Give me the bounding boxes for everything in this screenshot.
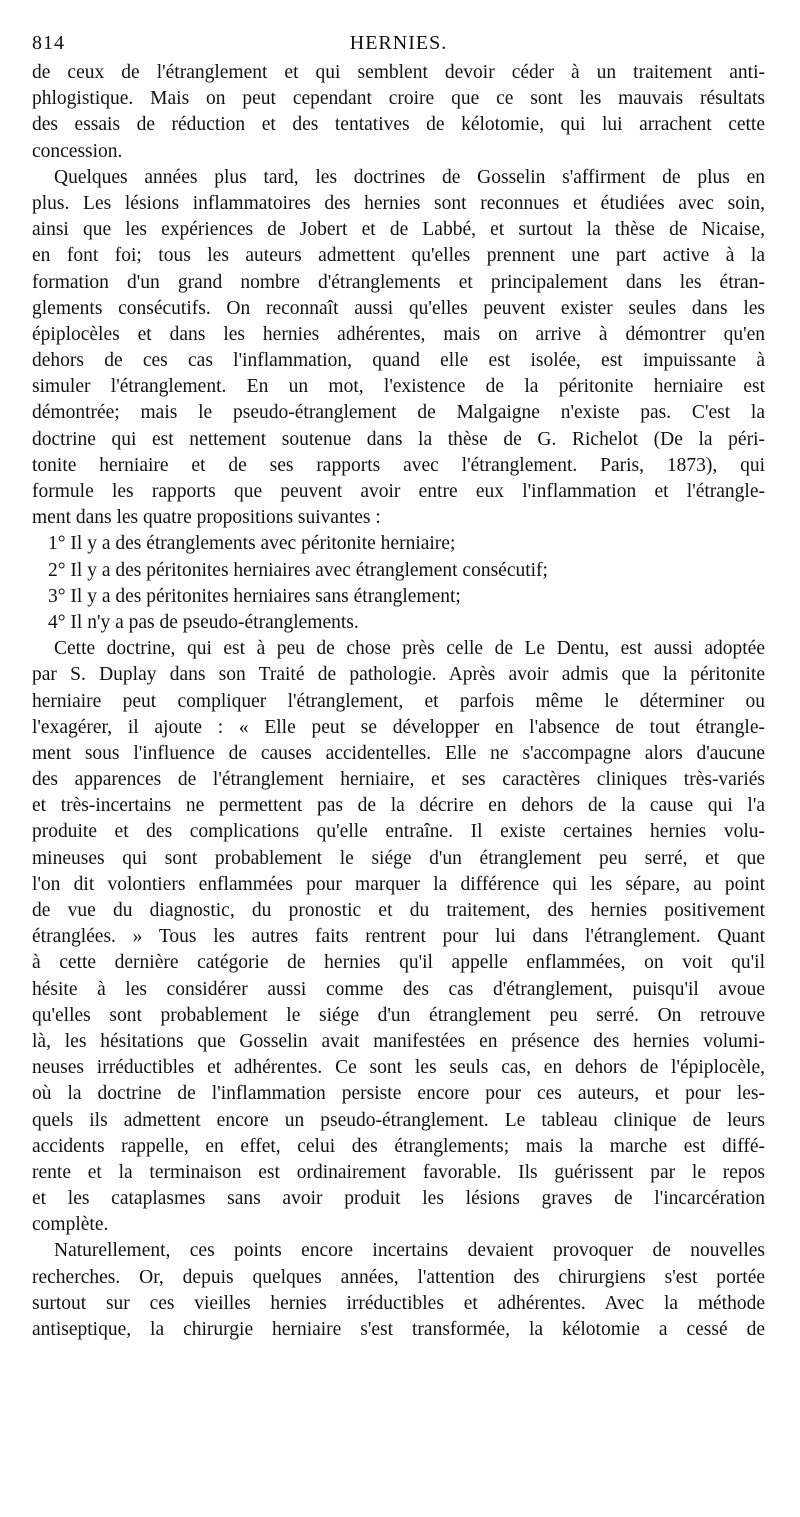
text-line: des apparences de l'étranglement herniaire, et ses caractères cliniques très-variés bbox=[32, 769, 765, 791]
text-line: à cette dernière catégorie de hernies qu'il appelle enflammées, on voit qu'il bbox=[32, 952, 765, 974]
text-line: doctrine qui est nettement soutenue dans la thèse de G. Richelot (De la péri- bbox=[32, 428, 765, 450]
text-line: neuses irréductibles et adhérentes. Ce sont les seuls cas, en dehors de l'épiplocèle, bbox=[32, 1057, 765, 1079]
running-head bbox=[32, 28, 765, 60]
text-line: par S. Duplay dans son Traité de pathologie. Après avoir admis que la péritonite bbox=[32, 664, 765, 686]
text-line: épiplocèles et dans les hernies adhérentes, mais on arrive à démontrer qu'en bbox=[32, 323, 765, 345]
text-line: démontrée; mais le pseudo-étranglement de Malgaigne n'existe pas. C'est la bbox=[32, 402, 765, 424]
text-line: concession. bbox=[32, 140, 123, 162]
text-line: surtout sur ces vieilles hernies irréductibles et adhérentes. Avec la méthode bbox=[32, 1292, 765, 1314]
text-line: mineuses qui sont probablement le siége d'un étranglement peu serré, et que bbox=[32, 847, 765, 869]
text-line: qu'elles sont probablement le siége d'un étranglement peu serré. On retrouve bbox=[32, 1004, 765, 1026]
text-line: simuler l'étranglement. En un mot, l'existence de la péritonite herniaire est bbox=[32, 376, 765, 398]
text-line: dehors de ces cas l'inflammation, quand elle est isolée, est impuissante à bbox=[32, 350, 765, 372]
text-line: des essais de réduction et des tentatives de kélotomie, qui lui arrachent cette bbox=[32, 114, 765, 136]
text-line: recherches. Or, depuis quelques années, l'attention des chirurgiens s'est portée bbox=[32, 1266, 765, 1288]
proposition-item: 4° Il n'y a pas de pseudo-étranglements. bbox=[48, 611, 359, 633]
text-line: phlogistique. Mais on peut cependant croire que ce sont les mauvais résultats bbox=[32, 88, 765, 110]
text-line: complète. bbox=[32, 1214, 109, 1236]
text-line: de ceux de l'étranglement et qui semblent devoir céder à un traitement anti- bbox=[32, 62, 765, 83]
text-line: Naturellement, ces points encore incertains devaient provoquer de nouvelles bbox=[54, 1240, 765, 1262]
text-line: ment sous l'influence de causes accidentelles. Elle ne s'accompagne alors d'aucune bbox=[32, 742, 765, 764]
proposition-item: 2° Il y a des péritonites herniaires avec étranglement consécutif; bbox=[48, 559, 548, 581]
proposition-item: 3° Il y a des péritonites herniaires sans étranglement; bbox=[48, 585, 461, 607]
text-line: Quelques années plus tard, les doctrines de Gosselin s'affirment de plus en bbox=[54, 166, 765, 188]
text-line: et les cataplasmes sans avoir produit les lésions graves de l'incarcération bbox=[32, 1188, 765, 1210]
text-line: hésite à les considérer aussi comme des cas d'étranglement, puisqu'il avoue bbox=[32, 978, 765, 1000]
text-line: glements consécutifs. On reconnaît aussi qu'elles peuvent exister seules dans les bbox=[32, 297, 765, 319]
body-text bbox=[32, 60, 765, 1343]
text-line: là, les hésitations que Gosselin avait manifestées en présence des hernies volumi- bbox=[32, 1030, 765, 1052]
text-line: quels ils admettent encore un pseudo-étranglement. Le tableau clinique de leurs bbox=[32, 1109, 765, 1131]
text-line: où la doctrine de l'inflammation persiste encore pour ces auteurs, et pour les- bbox=[32, 1083, 765, 1105]
proposition-item: 1° Il y a des étranglements avec péritonite herniaire; bbox=[48, 533, 456, 555]
bottom-margin bbox=[32, 1343, 765, 1463]
text-line: produite et des complications qu'elle entraîne. Il existe certaines hernies volu- bbox=[32, 821, 765, 843]
text-line: herniaire peut compliquer l'étranglement, et parfois même le déterminer ou bbox=[32, 690, 765, 712]
page-number: 814 bbox=[32, 32, 65, 54]
text-line: Cette doctrine, qui est à peu de chose près celle de Le Dentu, est aussi adoptée bbox=[54, 638, 765, 660]
text-line: formule les rapports que peuvent avoir entre eux l'inflammation et l'étrangle- bbox=[32, 481, 765, 502]
document-page bbox=[32, 28, 765, 1463]
text-line: formation d'un grand nombre d'étranglements et principalement dans les étran- bbox=[32, 271, 765, 293]
text-line: l'exagérer, il ajoute : « Elle peut se développer en l'absence de tout étrangle- bbox=[32, 716, 765, 738]
page-header-title: HERNIES. bbox=[349, 32, 448, 54]
text-line: rente et la terminaison est ordinairement favorable. Ils guérissent par le repos bbox=[32, 1161, 765, 1183]
text-line: l'on dit volontiers enflammées pour marquer la différence qui les sépare, au point bbox=[32, 873, 765, 895]
text-line: de vue du diagnostic, du pronostic et du traitement, des hernies positivement bbox=[32, 900, 765, 921]
text-line: antiseptique, la chirurgie herniaire s'est transformée, la kélotomie a cessé de bbox=[32, 1319, 765, 1340]
text-line: plus. Les lésions inflammatoires des hernies sont reconnues et étudiées avec soin, bbox=[32, 192, 765, 214]
text-line: en font foi; tous les auteurs admettent qu'elles prennent une part active à la bbox=[32, 245, 765, 267]
text-line: tonite herniaire et de ses rapports avec l'étranglement. Paris, 1873), qui bbox=[32, 454, 765, 476]
text-line: accidents rappelle, en effet, celui des étranglements; mais la marche est diffé- bbox=[32, 1135, 765, 1157]
text-line: ainsi que les expériences de Jobert et de Labbé, et surtout la thèse de Nicaise, bbox=[32, 219, 765, 241]
text-line: ment dans les quatre propositions suivantes : bbox=[32, 507, 381, 529]
text-line: étranglées. » Tous les autres faits rentrent pour lui dans l'étranglement. Quant bbox=[32, 926, 765, 948]
text-line: et très-incertains ne permettent pas de la décrire en dehors de la cause qui l'a bbox=[32, 795, 765, 817]
